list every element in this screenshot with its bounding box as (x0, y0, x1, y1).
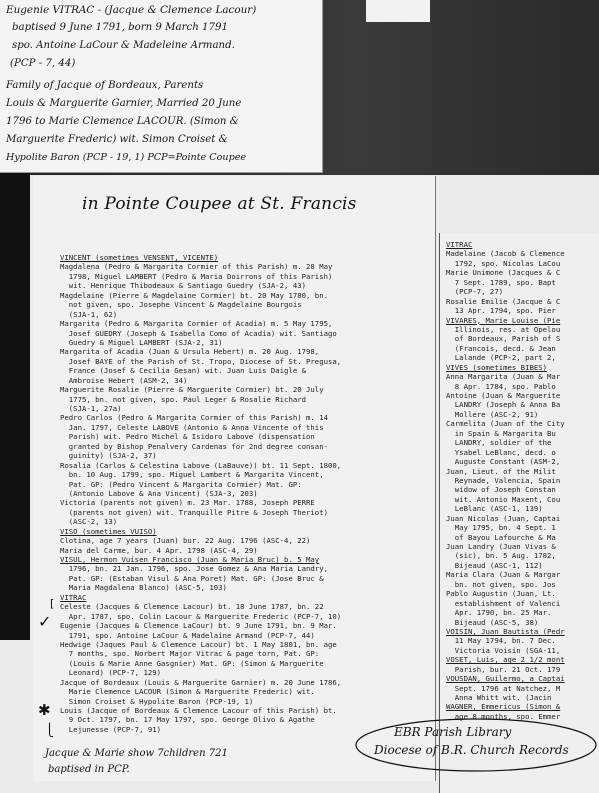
entry-line: (sic), bn. 5 Aug. 1782, (446, 551, 556, 561)
entry-line: Anna Margarita (Juan & Mar (446, 372, 561, 382)
entry-line: Celeste (Jacques & Clemence Lacour) bt. 18 June 1787, bn. 22 (60, 602, 324, 612)
entry-line: Maria del Carme, bur. 4 Apr. 1798 (ASC-4, 29) (60, 545, 258, 555)
entry-line: Ambroise Hebert (ASM-2, 34) (60, 375, 188, 385)
entry-line: granted by Bishop Penalvery Cardenas for 2nd degree consan- (60, 441, 328, 451)
entry-line: Maria Clara (Juan & Margar (446, 570, 561, 580)
entry-line: (ASC-2, 13) (60, 517, 118, 527)
entry-line: (parents not given) wit. Tranquille Pitre & Joseph Theriot) (60, 507, 328, 517)
entry-line: wit. Antonio Maxent, Cou (446, 494, 561, 504)
entry-line: Marie Clemence LACOUR (Simon & Marguerite Frederic) wit. (60, 687, 315, 697)
entry-line: Juan Landry (Juan Vivas & (446, 542, 556, 551)
entries-right-column (446, 240, 596, 721)
asterisk-mark-icon: ✱ (38, 701, 51, 719)
entry-line: Pablo Augustin (Juan, Lt. (446, 589, 556, 599)
entry-line: Parish) wit. Pedro Michel & Isidoro Labove (dispensation (60, 432, 315, 442)
bracket-mark-icon: ⎩ (45, 723, 54, 737)
entry-line: Rosalia (Carlos & Celestina Labove (LaBauve)) bt. 11 Sept. 1800, (60, 460, 342, 470)
entry-line: bn. not given, spo. Jos (446, 579, 556, 589)
bracket-mark-icon: [ (50, 597, 55, 610)
entry-line: Auguste Constant (ASM-2, (446, 457, 561, 467)
entry-line: Guedry & Miguel LAMBERT (SJA-2, 31) (60, 337, 223, 347)
entry-line: age 8 months, spo. Emmer (446, 711, 561, 721)
entry-line: VINCENT (sometimes VENSENT, VICENTE) (60, 253, 219, 262)
entry-line: LANDRY (Joseph & Anna Ba (446, 400, 561, 410)
entry-line: 1798, Miguel LAMBERT (Pedro & Maria Doirrons of this Parish) (60, 271, 333, 281)
entry-line: Reynade, Valencia, Spain (446, 475, 561, 485)
entry-line: in Spain & Margarita Bu (446, 428, 556, 438)
entry-line: VITRAC (446, 240, 473, 249)
entry-line: 9 Oct. 1797, bn. 17 May 1797, spo. George Olivo & Agathe (60, 715, 315, 725)
entry-line: Pedro Carlos (Pedro & Margarita Cormier of this Parish) m. 14 (60, 413, 328, 423)
entry-line: Margarita of Acadia (Juan & Ursula Hebert) m. 20 Aug. 1798, (60, 347, 320, 357)
entry-line: Lejunesse (PCP-7, 91) (60, 724, 162, 734)
paper-scrap (366, 0, 430, 22)
entry-line: WAGNER, Emmericus (Simon & (446, 702, 561, 712)
entry-line: Jan. 1797, Celeste LABOVE (Antonio & Anna Vincente of this (60, 422, 324, 432)
entry-line: 1791, spo. Antoine LaCour & Madelaine Armand (PCP-7, 44) (60, 630, 315, 640)
entry-line: Sept. 1796 at Natchez, M (446, 683, 561, 693)
note-line: Eugenie VITRAC - (Jacque & Clemence Lacour) (6, 4, 257, 16)
entry-line: Simon Croiset & Hypolite Baron (PCP-19, 1) (60, 696, 254, 706)
entry-line: VISUL, Hermon Vuisen Francisco (Juan & Maria Bruc) b. 5 May (60, 555, 320, 564)
library-stamp (352, 713, 599, 777)
entry-line: Rosalie Emilie (Jacque & C (446, 296, 561, 306)
entry-line: VIVARES, Marie Louise (Pie (446, 315, 561, 325)
entry-line: Leonard) (PCP-7, 129) (60, 668, 162, 678)
entry-line: 1796, bn. 21 Jan. 1796, spo. Jose Gomez & Ana Maria Landry, (60, 564, 328, 574)
entry-line: Pat. GP: (Pedro Vincent & Margarita Cormier) Mat. GP: (60, 479, 302, 489)
entry-line: Jacque of Bordeaux (Louis & Marguerite Garnier) m. 20 June 1786, (60, 677, 342, 687)
entry-line: France (Josef & Cecilia Gesan) wit. Juan Luis Daigle & (60, 366, 307, 376)
stamp-line: Diocese of B.R. Church Records (374, 743, 569, 757)
entry-line: LeBlanc (ASC-1, 139) (446, 504, 543, 514)
entry-line: VOSET, Luis, age 2 1/2 mont (446, 655, 565, 665)
dark-left-edge (0, 170, 30, 640)
entry-line: Anna Whitt wit. (Jacin (446, 693, 552, 702)
entry-line: 7 Sept. 1789, spo. Bapt (446, 277, 556, 287)
entry-line: Magdalena (Pedro & Margarita Cormier of this Parish) m. 28 May (60, 262, 333, 272)
entry-line: Juan Nicolas (Juan, Captai (446, 513, 561, 523)
note-line: 1796 to Marie Clemence LACOUR. (Simon & (6, 116, 239, 127)
entry-line: of Bayou Lafourche & Ma (446, 532, 556, 542)
entry-line: (Antonio Labove & Ana Vincent) (SJA-3, 203) (60, 488, 258, 498)
entry-line: establishment of Valenci (446, 598, 561, 608)
entry-line: VOISIN, Juan Bautista (Pedr (446, 626, 565, 636)
entry-line: bn. 10 Aug. 1799, spo. Miguel Lambert & Margarita Vincent, (60, 470, 324, 480)
note-line: baptised 9 June 1791, born 9 March 1791 (12, 22, 228, 33)
entry-line: (PCP-7, 27) (446, 287, 504, 297)
entry-line: Madelaine (Jacob & Clemence (446, 249, 565, 259)
bottom-note-line: baptised in PCP. (48, 764, 130, 775)
entry-line: Louis (Jacque of Bordeaux & Clemence Lacour of this Parish) bt. (60, 706, 337, 715)
entry-line: Bijeaud (ASC-5, 38) (446, 617, 539, 627)
entry-line: May 1795, bn. 4 Sept. 1 (446, 523, 556, 533)
entries-main-column (60, 253, 434, 734)
entry-line: 11 May 1794, bn. 7 Dec. (446, 636, 556, 646)
entry-line: (SJA-1, 62) (60, 309, 118, 319)
entry-line: Bijeaud (ASC-1, 112) (446, 560, 543, 570)
entry-line: (SJA-1, 27a) (60, 404, 122, 413)
note-line: spo. Antoine LaCour & Madeleine Armand. (12, 40, 235, 51)
entry-line: guinity) (SJA-2, 37) (60, 451, 157, 461)
entry-line: Magdelaine (Pierre & Magdelaine Cormier) bt. 20 May 1780, bn. (60, 290, 328, 300)
note-line: (PCP - 7, 44) (10, 58, 76, 69)
entry-line: Josef GUEDRY (Joseph & Isabella Como of Acadia) wit. Santiago (60, 328, 337, 338)
entry-line: Antoine (Juan & Marguerite (446, 391, 561, 400)
entry-line: widow of Joseph Constan (446, 485, 556, 495)
entry-line: LANDRY, soldier of the (446, 438, 552, 448)
entry-line: Carmelita (Juan of the City (446, 419, 565, 429)
checkmark-icon: ✓ (38, 612, 52, 631)
entry-line: not given, spo. Josephe Vincent & Magdelaine Bourgois (60, 300, 302, 310)
stamp-line: EBR Parish Library (394, 725, 512, 739)
entry-line: 13 Apr. 1794, spo. Pier (446, 306, 556, 316)
entry-line: 8 Apr. 1784, spo. Pablo (446, 381, 556, 391)
entry-line: Pat. GP: (Estaban Visul & Ana Poret) Mat. GP: (Jose Bruc & (60, 573, 324, 583)
note-line: Hypolite Baron (PCP - 19, 1) PCP=Pointe Coupee (6, 152, 247, 163)
note-line: Louis & Marguerite Garnier, Married 20 June (6, 98, 242, 109)
entry-line: Maria Magdalena Blanco) (ASC-5, 103) (60, 583, 227, 593)
entry-line: Ysabel LeBlanc, decd. o (446, 447, 556, 457)
entry-line: (Francois, decd. & Jean (446, 343, 556, 353)
handwritten-note-card (0, 0, 323, 173)
entry-line: of Bordeaux, Parish of S (446, 334, 561, 344)
entry-line: Mollere (ASC-2, 91) (446, 409, 539, 419)
note-line: Marguerite Frederic) wit. Simon Croiset & (6, 134, 228, 145)
entry-line: VITRAC (60, 592, 87, 602)
entry-line: Clotina, age 7 years (Juan) bur. 22 Aug. 1796 (ASC-4, 22) (60, 536, 311, 546)
entry-line: 1775, bn. not given, spo. Paul Leger & Rosalie Richard (60, 394, 307, 404)
entry-line: VIVES (sometimes BIBES) (446, 362, 548, 372)
entry-line: Illinois, res. at Opelou (446, 324, 561, 334)
entry-line: wit. Henrique Thibodeaux & Santiago Guedry (SJA-2, 43) (60, 281, 307, 291)
entry-line: Marie Unimone (Jacques & C (446, 268, 561, 278)
entry-line: Victoria (parents not given) m. 23 Mar. 1788, Joseph PERRE (60, 498, 315, 508)
entry-line: 1792, spo. Nicolas LaCou (446, 258, 561, 268)
entry-line: Margarita (Pedro & Margarita Cormier of Acadia) m. 5 May 1795, (60, 319, 333, 329)
entry-line: Apr. 1790, bn. 25 Mar. (446, 608, 552, 618)
entry-line: VISO (sometimes VUISO) (60, 526, 157, 536)
entry-line: Josef BAYE of the Parish of St. Tropo, Diocese of St. Pregusa, (60, 356, 342, 366)
entry-line: (Louis & Marie Anne Gasgnier) Mat. GP: (Simon & Marguerite (60, 658, 324, 668)
bottom-note-line: Jacque & Marie show 7children 721 (45, 748, 228, 759)
entry-line: Juan, Lieut. of the Milit (446, 466, 556, 476)
entry-line: 7 months, spo. Norbert Major Vitrac & page torn, Pat. GP: (60, 649, 320, 659)
entry-line: Marguerite Rosalie (Pierre & Marguerite Cormier) bt. 20 July (60, 385, 324, 395)
entry-line: Apr. 1787, spo. Colin Lacour & Marguerite Frederic (PCP-7, 10) (60, 611, 342, 621)
entry-line: Hedwige (Jaques Paul & Clemence Lacour) bt. 1 May 1801, bn. age (60, 639, 337, 649)
handwritten-heading: in Pointe Coupee at St. Francis (82, 194, 357, 214)
note-line: Family of Jacque of Bordeaux, Parents (6, 80, 204, 91)
entry-line: Lalande (PCP-2, part 2, (446, 353, 556, 363)
entry-line: Parish, bur. 21 Oct. 179 (446, 664, 561, 674)
entry-line: VOUSDAN, Guilermo, a Captai (446, 674, 565, 684)
entry-line: Victoria Voisin (SGA-11, (446, 645, 561, 655)
entry-line: Eugenie (Jacques & Clemence LaCour) bt. 9 June 1791, bn. 9 Mar. (60, 621, 337, 631)
